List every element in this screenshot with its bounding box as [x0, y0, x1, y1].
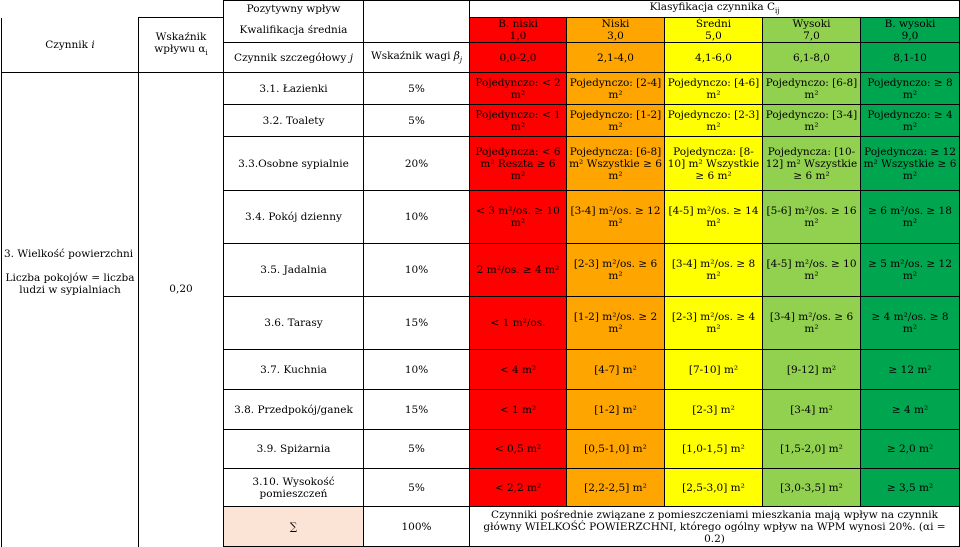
range-low: 2,1-4,0: [567, 43, 665, 73]
row-weight: 10%: [364, 191, 470, 244]
blank-header: [139, 1, 224, 18]
level-very-low: B. niski 1,0: [470, 18, 567, 43]
rooms-note: Liczba pokojów = liczba ludzi w sypialniach: [5, 272, 135, 297]
cell-medium: [1,0-1,5] m²: [665, 430, 763, 469]
cell-very-low: < 0,5 m²: [470, 430, 567, 469]
row-name: 3.6. Tarasy: [224, 297, 364, 350]
cell-high: Pojedyncza: [10-12] m² Wszystkie ≥ 6 m²: [763, 137, 861, 191]
cell-high: Pojedynczo: [3-4] m²: [763, 105, 861, 137]
sum-symbol: ∑: [224, 507, 364, 547]
cell-medium: [3-4] m²/os. ≥ 8 m²: [665, 244, 763, 297]
factor-cell: [2, 73, 139, 547]
row-name: 3.7. Kuchnia: [224, 350, 364, 390]
cell-very-high: Pojedynczo: ≥ 4 m²: [861, 105, 960, 137]
row-weight: 15%: [364, 390, 470, 430]
cell-very-high: ≥ 6 m²/os. ≥ 18 m²: [861, 191, 960, 244]
cell-high: [3-4] m²: [763, 390, 861, 430]
cell-very-high: Pojedyncza: ≥ 12 m² Wszystkie ≥ 6 m²: [861, 137, 960, 191]
classification-title: Klasyfikacja czynnika $C_{ij}$: [470, 1, 960, 18]
cell-very-low: < 1 m²/os.: [470, 297, 567, 350]
cell-very-low: Pojedynczo: < 1 m²: [470, 105, 567, 137]
range-very-low: 0,0-2,0: [470, 43, 567, 73]
range-very-high: 8,1-10: [861, 43, 960, 73]
row-name: 3.1. Łazienki: [224, 73, 364, 105]
impact-indicator-header: Wskaźnik wpływu $\alpha_i$: [139, 18, 224, 73]
cell-very-low: < 3 m²/os. ≥ 10 m²: [470, 191, 567, 244]
cell-very-low: < 1 m²: [470, 390, 567, 430]
cell-medium: [7-10] m²: [665, 350, 763, 390]
cell-medium: Pojedynczo: [2-3] m²: [665, 105, 763, 137]
cell-high: [1,5-2,0] m²: [763, 430, 861, 469]
cell-medium: [2-3] m²: [665, 390, 763, 430]
blank-header-2: [364, 1, 470, 18]
factor-label: 3. Wielkość powierzchni: [4, 248, 134, 261]
cell-very-high: ≥ 4 m²/os. ≥ 8 m²: [861, 297, 960, 350]
row-weight: 5%: [364, 469, 470, 507]
blank-corner: [2, 1, 139, 18]
row-weight: 10%: [364, 350, 470, 390]
row-weight: 15%: [364, 297, 470, 350]
classification-table: [1, 0, 960, 547]
detailed-factor-header: Czynnik szczegółowy j: [224, 43, 364, 73]
cell-very-high: ≥ 12 m²: [861, 350, 960, 390]
positive-impact-label: Pozytywny wpływ: [224, 1, 364, 18]
row-weight: 20%: [364, 137, 470, 191]
cell-high: [5-6] m²/os. ≥ 16 m²: [763, 191, 861, 244]
cell-low: [2-3] m²/os. ≥ 6 m²: [567, 244, 665, 297]
cell-very-high: Pojedynczo: ≥ 8 m²: [861, 73, 960, 105]
footnote: Czynniki pośrednie związane z pomieszczeniami mieszkania mają wpływ na czynnik główny WIELKOŚĆ POWIERZCHNI, którego ogólny wpływ na WPM wynosi 20%. (αi = 0.2): [470, 507, 960, 547]
level-low: Niski 3,0: [567, 18, 665, 43]
cell-low: [4-7] m²: [567, 350, 665, 390]
cell-very-high: ≥ 2,0 m²: [861, 430, 960, 469]
cell-low: Pojedynczo: [2-4] m²: [567, 73, 665, 105]
cell-low: [0,5-1,0] m²: [567, 430, 665, 469]
sum-value: 100%: [364, 507, 470, 547]
row-name: 3.8. Przedpokój/ganek: [224, 390, 364, 430]
row-weight: 5%: [364, 430, 470, 469]
row-weight: 5%: [364, 105, 470, 137]
cell-very-low: 2 m²/os. ≥ 4 m²: [470, 244, 567, 297]
cell-high: Pojedynczo: [6-8] m²: [763, 73, 861, 105]
row-name: 3.9. Spiżarnia: [224, 430, 364, 469]
blank-header-3: [364, 18, 470, 43]
cell-very-low: Pojedynczo: < 2 m²: [470, 73, 567, 105]
avg-qualification-label: Kwalifikacja średnia: [224, 18, 364, 43]
level-very-high: B. wysoki 9,0: [861, 18, 960, 43]
cell-very-low: Pojedyncza: < 6 m² Reszta ≥ 6 m²: [470, 137, 567, 191]
cell-very-high: ≥ 3,5 m²: [861, 469, 960, 507]
cell-very-high: ≥ 5 m²/os. ≥ 12 m²: [861, 244, 960, 297]
cell-medium: [2,5-3,0] m²: [665, 469, 763, 507]
weight-indicator-header: Wskaźnik wagi $\beta_j$: [364, 43, 470, 73]
row-name: 3.4. Pokój dzienny: [224, 191, 364, 244]
row-weight: 5%: [364, 73, 470, 105]
level-medium: Średni 5,0: [665, 18, 763, 43]
cell-low: [2,2-2,5] m²: [567, 469, 665, 507]
cell-medium: Pojedyncza: [8-10] m² Wszystkie ≥ 6 m²: [665, 137, 763, 191]
cell-medium: [4-5] m²/os. ≥ 14 m²: [665, 191, 763, 244]
cell-high: [9-12] m²: [763, 350, 861, 390]
row-name: 3.3.Osobne sypialnie: [224, 137, 364, 191]
row-name: 3.2. Toalety: [224, 105, 364, 137]
cell-medium: [2-3] m²/os. ≥ 4 m²: [665, 297, 763, 350]
range-high: 6,1-8,0: [763, 43, 861, 73]
cell-high: [4-5] m²/os. ≥ 10 m²: [763, 244, 861, 297]
level-high: Wysoki 7,0: [763, 18, 861, 43]
cell-low: [3-4] m²/os. ≥ 12 m²: [567, 191, 665, 244]
range-medium: 4,1-6,0: [665, 43, 763, 73]
row-weight: 10%: [364, 244, 470, 297]
factor-header: Czynnik i: [2, 18, 139, 73]
cell-low: Pojedynczo: [1-2] m²: [567, 105, 665, 137]
cell-low: [1-2] m²/os. ≥ 2 m²: [567, 297, 665, 350]
cell-high: [3-4] m²/os. ≥ 6 m²: [763, 297, 861, 350]
cell-very-high: ≥ 4 m²: [861, 390, 960, 430]
cell-very-low: < 4 m²: [470, 350, 567, 390]
cell-very-low: < 2,2 m²: [470, 469, 567, 507]
alpha-value: 0,20: [139, 73, 224, 547]
row-name: 3.10. Wysokość pomieszczeń: [224, 469, 364, 507]
cell-high: [3,0-3,5] m²: [763, 469, 861, 507]
cell-low: Pojedyncza: [6-8] m² Wszystkie ≥ 6 m²: [567, 137, 665, 191]
row-name: 3.5. Jadalnia: [224, 244, 364, 297]
cell-low: [1-2] m²: [567, 390, 665, 430]
cell-medium: Pojedynczo: [4-6] m²: [665, 73, 763, 105]
